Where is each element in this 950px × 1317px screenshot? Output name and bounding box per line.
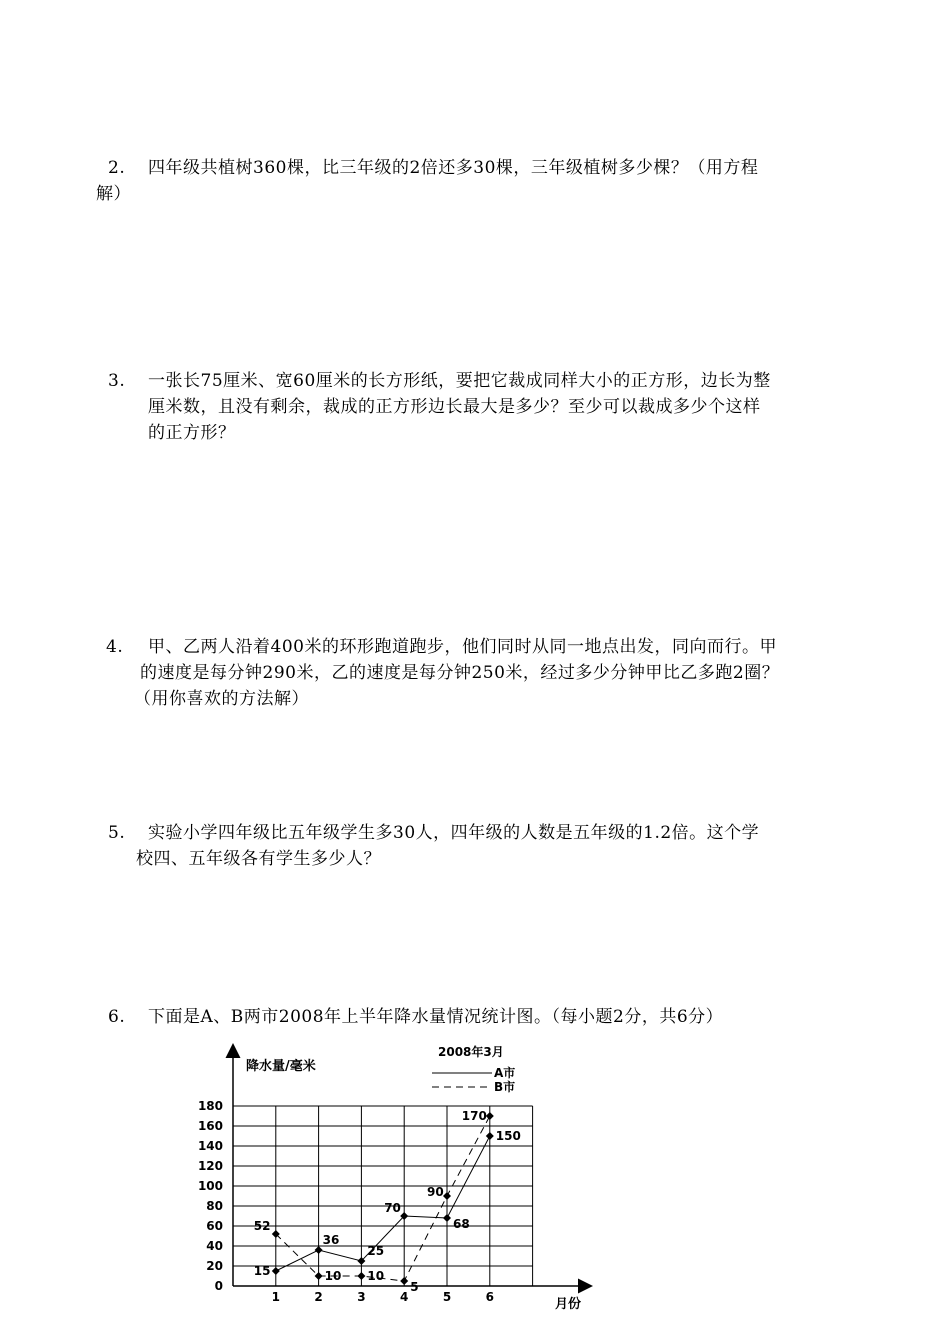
question-text-line: 厘米数，且没有剩余，裁成的正方形边长最大是多少？至少可以裁成多少个这样: [148, 397, 761, 417]
question-number: 6.: [108, 1007, 126, 1027]
y-tick-label: 60: [206, 1219, 223, 1233]
data-label: 70: [384, 1201, 401, 1215]
x-tick-label: 4: [400, 1290, 409, 1304]
y-tick-label: 0: [214, 1279, 223, 1293]
question-text-line: 解）: [96, 184, 131, 204]
question-number: 2.: [108, 158, 126, 178]
y-axis-label: 降水量/毫米: [246, 1059, 316, 1074]
y-tick-label: 100: [197, 1179, 223, 1193]
question-number: 4.: [106, 637, 124, 657]
y-tick-label: 180: [197, 1099, 223, 1113]
question-text-line: 实验小学四年级比五年级学生多30人，四年级的人数是五年级的1.2倍。这个学: [148, 823, 760, 843]
x-tick-label: 3: [357, 1290, 366, 1304]
x-tick-label: 6: [485, 1290, 494, 1304]
legend-label-a: A市: [494, 1066, 516, 1080]
question-text-line: 甲、乙两人沿着400米的环形跑道跑步，他们同时从同一地点出发，同向而行。甲: [148, 637, 777, 657]
data-label: 10: [324, 1269, 342, 1283]
question-text-line: 四年级共植树360棵，比三年级的2倍还多30棵，三年级植树多少棵？（用方程: [148, 158, 759, 178]
data-label: 15: [253, 1264, 271, 1278]
question-number: 5.: [108, 823, 126, 843]
data-label: 10: [367, 1269, 385, 1283]
data-label: 90: [427, 1185, 444, 1199]
question-text-line: 校四、五年级各有学生多少人？: [136, 849, 381, 869]
question-text-line: 一张长75厘米、宽60厘米的长方形纸，要把它裁成同样大小的正方形，边长为整: [148, 371, 771, 391]
question-text-line: 的正方形？: [148, 423, 236, 443]
data-label: 25: [367, 1244, 385, 1258]
data-point: [315, 1246, 323, 1254]
data-point: [443, 1214, 451, 1222]
question-text-line: 下面是A、B两市2008年上半年降水量情况统计图。（每小题2分，共6分）: [148, 1007, 724, 1027]
chart-title: 2008年3月: [438, 1045, 504, 1059]
x-tick-label: 1: [271, 1290, 280, 1304]
legend-label-b: B市: [494, 1080, 516, 1094]
data-point: [400, 1277, 408, 1285]
data-point: [443, 1192, 451, 1200]
x-tick-label: 5: [442, 1290, 452, 1304]
y-tick-label: 160: [197, 1119, 223, 1133]
data-label: 36: [322, 1233, 340, 1247]
y-tick-label: 40: [206, 1239, 223, 1253]
question-number: 3.: [108, 371, 126, 391]
data-point: [315, 1272, 323, 1280]
y-tick-label: 140: [197, 1139, 223, 1153]
y-tick-label: 20: [206, 1259, 223, 1273]
y-tick-label: 80: [206, 1199, 223, 1213]
data-label: 68: [453, 1217, 470, 1231]
data-label: 52: [253, 1219, 271, 1233]
x-axis-label: 月份: [555, 1297, 582, 1312]
y-tick-label: 120: [197, 1159, 223, 1173]
data-point: [272, 1267, 280, 1275]
question-text-line: 的速度是每分钟290米，乙的速度是每分钟250米，经过多少分钟甲比乙多跑2圈？: [140, 663, 780, 683]
data-point: [357, 1272, 365, 1280]
chart-grid: [233, 1106, 533, 1286]
rainfall-line-chart: [190, 1038, 610, 1313]
data-label: 5: [410, 1280, 419, 1294]
data-label: 170: [461, 1109, 487, 1123]
data-point: [486, 1132, 494, 1140]
data-label: 150: [495, 1129, 521, 1143]
x-tick-label: 2: [314, 1290, 323, 1304]
data-point: [486, 1112, 494, 1120]
question-text-line: （用你喜欢的方法解）: [134, 689, 309, 709]
